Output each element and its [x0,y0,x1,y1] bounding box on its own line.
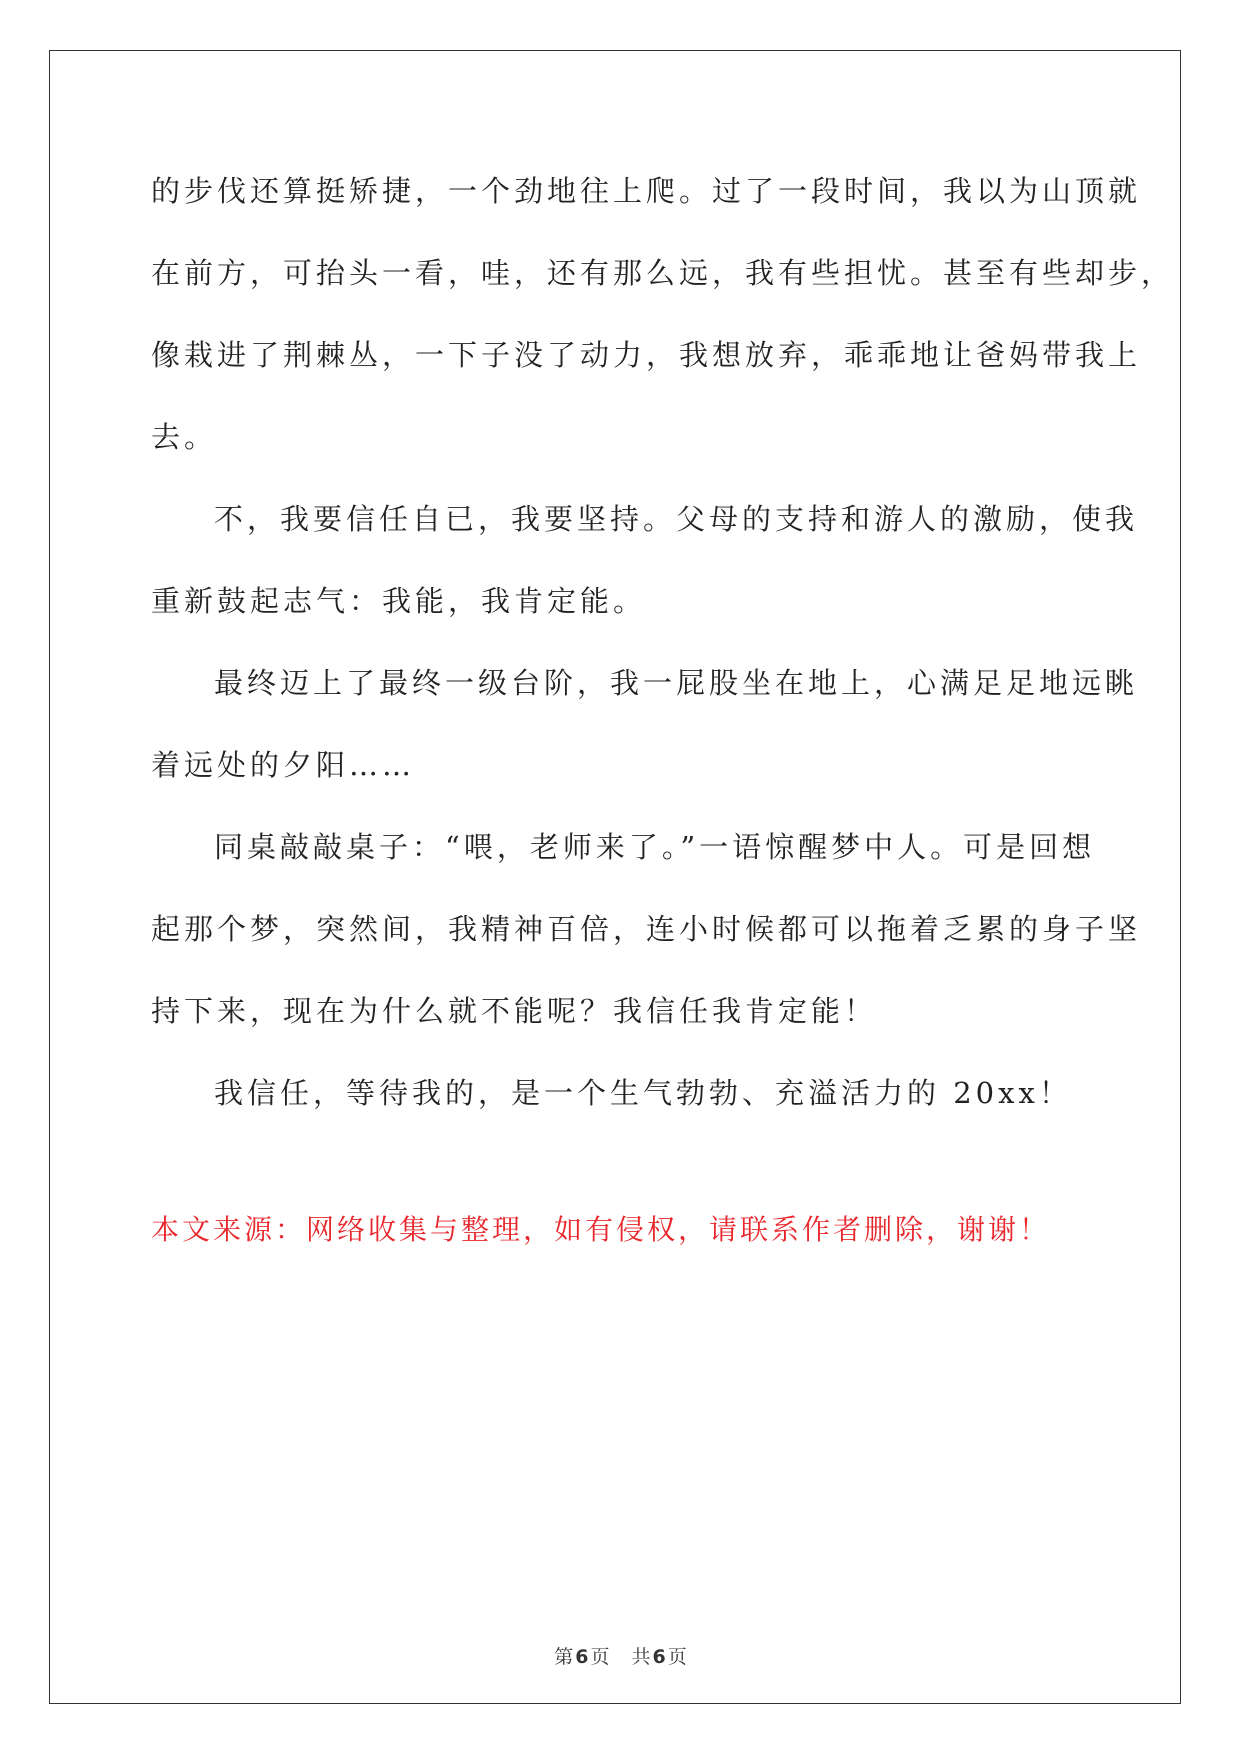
footer-page-prefix: 第 [554,1646,574,1668]
footer-total-prefix: 共 [631,1646,651,1668]
body-line-4: 去。 [151,420,218,454]
footer-page-number: 6 [575,1646,589,1668]
footer-page-suffix: 页 [590,1646,610,1668]
document-body [151,150,1175,1134]
body-line-9: 同桌敲敲桌子：“喂，老师来了。”一语惊醒梦中人。可是回想 [214,830,1096,864]
body-line-11: 持下来，现在为什么就不能呢？我信任我肯定能！ [151,994,878,1028]
body-line-8: 着远处的夕阳…… [151,748,416,782]
body-line-2: 在前方，可抬头一看，哇，还有那么远，我有些担忧。甚至有些却步， [151,256,1175,290]
footer-total-pages: 6 [652,1646,666,1668]
footer-total-suffix: 页 [667,1646,687,1668]
page-footer [0,1645,1241,1669]
body-line-10: 起那个梦，突然间，我精神百倍，连小时候都可以拖着乏累的身子坚 [151,912,1142,946]
body-line-3: 像栽进了荆棘丛，一下子没了动力，我想放弃，乖乖地让爸妈带我上 [151,338,1142,372]
body-line-7: 最终迈上了最终一级台阶，我一屁股坐在地上，心满足足地远眺 [214,666,1139,700]
body-line-12: 我信任，等待我的，是一个生气勃勃、充溢活力的 20xx！ [214,1076,1072,1110]
body-line-6: 重新鼓起志气：我能，我肯定能。 [151,584,647,618]
source-note: 本文来源：网络收集与整理，如有侵权，请联系作者删除，谢谢！ [151,1213,1051,1246]
body-line-1: 的步伐还算挺矫捷，一个劲地往上爬。过了一段时间，我以为山顶就 [151,174,1142,208]
body-line-5: 不，我要信任自已，我要坚持。父母的支持和游人的激励，使我 [214,502,1139,536]
